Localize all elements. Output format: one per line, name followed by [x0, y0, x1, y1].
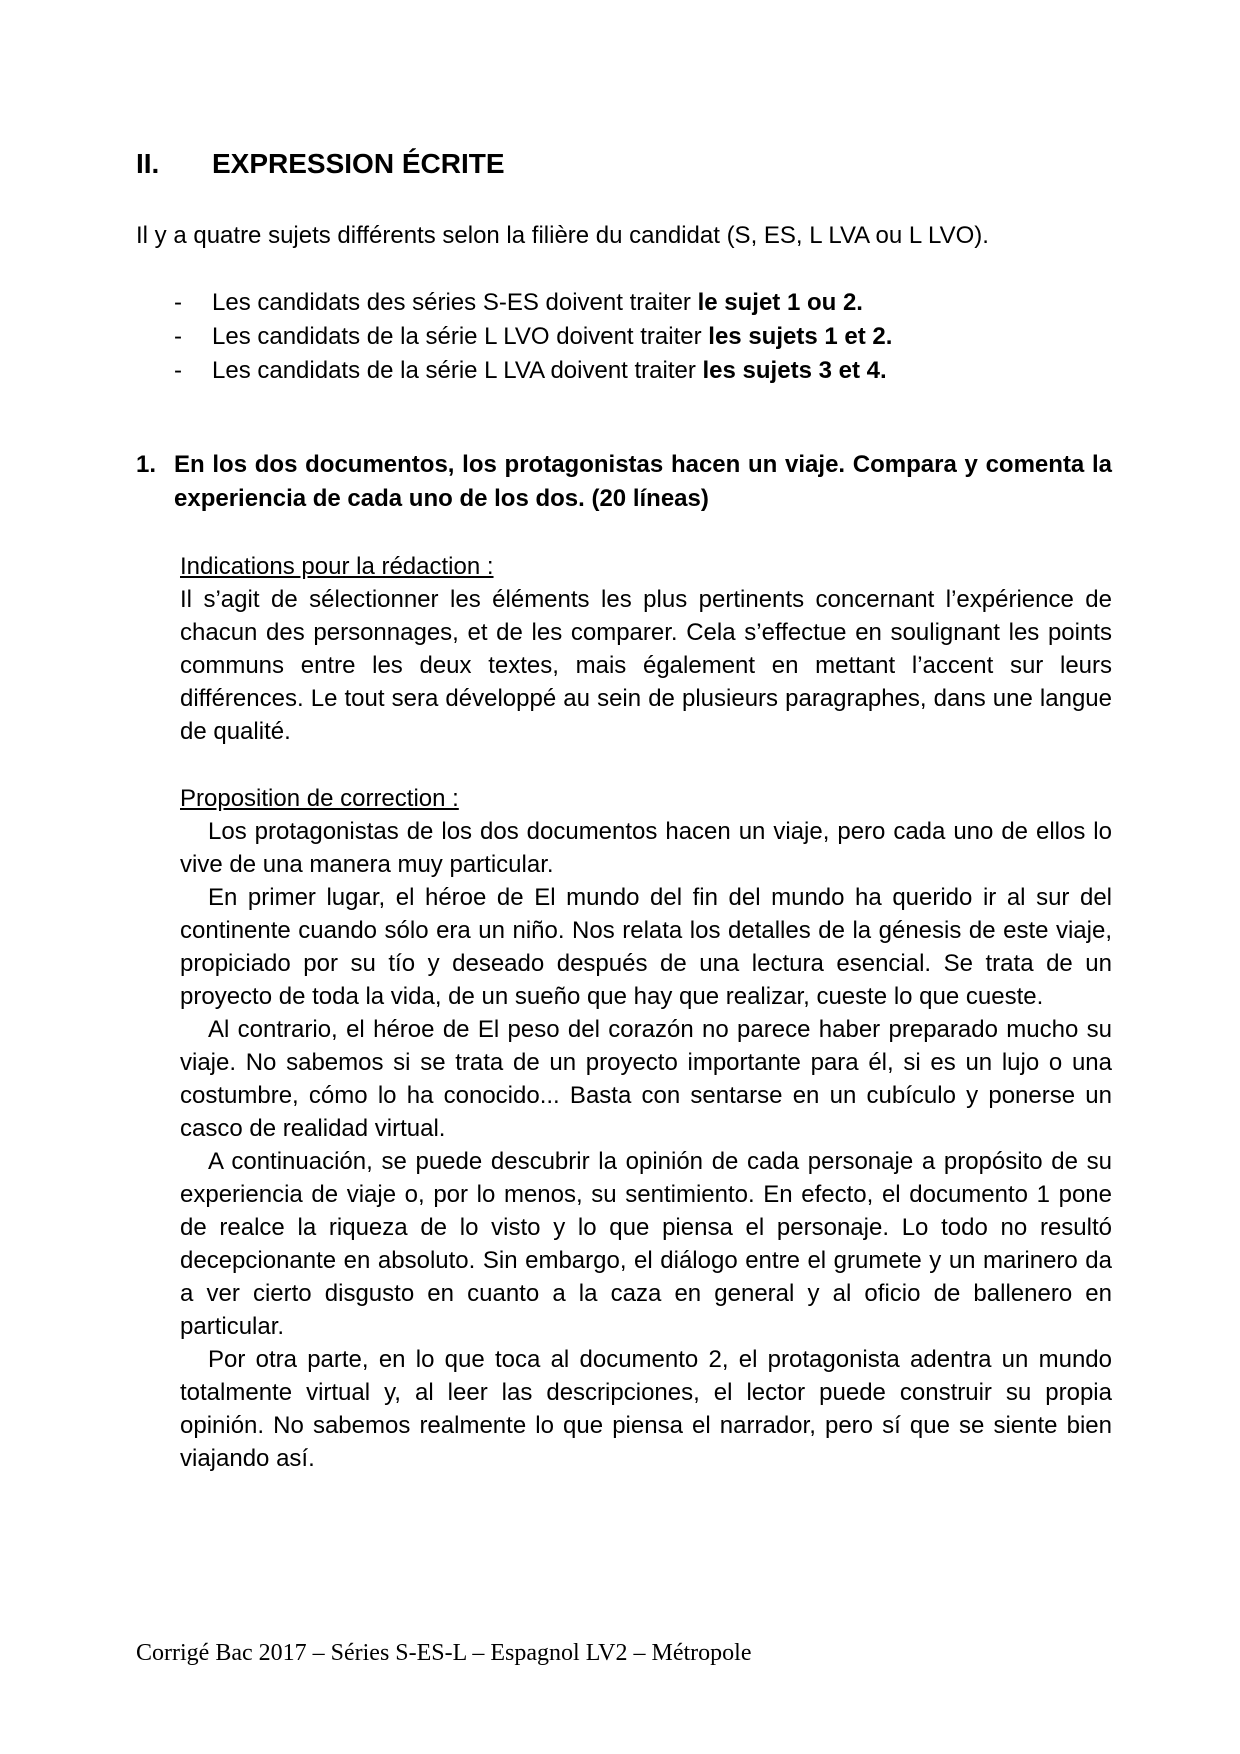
page-footer: Corrigé Bac 2017 – Séries S-ES-L – Espagnol LV2 – Métropole [136, 1640, 752, 1666]
bullet-dash: - [174, 357, 182, 384]
indications-block [180, 550, 1112, 748]
list-item [136, 354, 892, 388]
subject-question-text: En los dos documentos, los protagonistas hacen un viaje. Compara y comenta la experiencia de cada uno de los dos. (20 líneas) [174, 451, 1112, 512]
correction-label: Proposition de correction : [180, 785, 459, 812]
section-number: II. [136, 148, 160, 179]
intro-text: Il y a quatre sujets différents selon la filière du candidat (S, ES, L LVA ou L LVO). [136, 222, 989, 249]
list-item [136, 286, 892, 320]
subject-number: 1. [136, 451, 157, 478]
indications-label: Indications pour la rédaction : [180, 553, 494, 580]
correction-paragraph: En primer lugar, el héroe de El mundo del fin del mundo ha querido ir al sur del continente cuando sólo era un niño. Nos relata los detalles de la génesis de este viaje, propiciado por su tío y deseado después de una lectura esencial. Se trata de un proyecto de toda la vida, de un sueño que hay que realizar, cueste lo que cueste. [180, 884, 1112, 1010]
section-heading [136, 148, 505, 180]
section-title: EXPRESSION ÉCRITE [212, 148, 505, 179]
correction-block [180, 782, 1112, 1475]
rule-emphasis: les sujets 1 et 2. [708, 323, 893, 350]
correction-paragraph: Al contrario, el héroe de El peso del corazón no parece haber preparado mucho su viaje. No sabemos si se trata de un proyecto importante para él, si es un lujo o una costumbre, cómo lo ha conocido... Basta con sentarse en un cubículo y ponerse un casco de realidad virtual. [180, 1016, 1112, 1142]
bullet-dash: - [174, 323, 182, 350]
rule-emphasis: les sujets 3 et 4. [702, 357, 887, 384]
rules-list [136, 286, 892, 388]
rule-text: Les candidats de la série L LVA doivent traiter [212, 357, 703, 384]
correction-paragraph: Los protagonistas de los dos documentos hacen un viaje, pero cada uno de ellos lo vive de una manera muy particular. [180, 818, 1112, 878]
rule-text: Les candidats de la série L LVO doivent traiter [212, 323, 709, 350]
correction-paragraph: Por otra parte, en lo que toca al documento 2, el protagonista adentra un mundo totalmente virtual y, al leer las descripciones, el lector puede construir su propia opinión. No sabemos realmente lo que piensa el narrador, pero sí que se siente bien viajando así. [180, 1346, 1112, 1472]
correction-paragraph: A continuación, se puede descubrir la opinión de cada personaje a propósito de su experiencia de viaje o, por lo menos, su sentimiento. En efecto, el documento 1 pone de realce la riqueza de lo visto y lo que piensa el personaje. Lo todo no resultó decepcionante en absoluto. Sin embargo, el diálogo entre el grumete y un marinero da a ver cierto disgusto en cuanto a la caza en general y al oficio de ballenero en particular. [180, 1148, 1112, 1340]
list-item [136, 320, 892, 354]
rule-text: Les candidats des séries S-ES doivent traiter [212, 289, 698, 316]
bullet-dash: - [174, 289, 182, 316]
subject-1-question [136, 448, 1112, 516]
indications-text: Il s’agit de sélectionner les éléments les plus pertinents concernant l’expérience de chacun des personnages, et de les comparer. Cela s’effectue en soulignant les points communs entre les deux textes, mais également en mettant l’accent sur leurs différences. Le tout sera développé au sein de plusieurs paragraphes, dans une langue de qualité. [180, 586, 1112, 745]
rule-emphasis: le sujet 1 ou 2. [697, 289, 863, 316]
